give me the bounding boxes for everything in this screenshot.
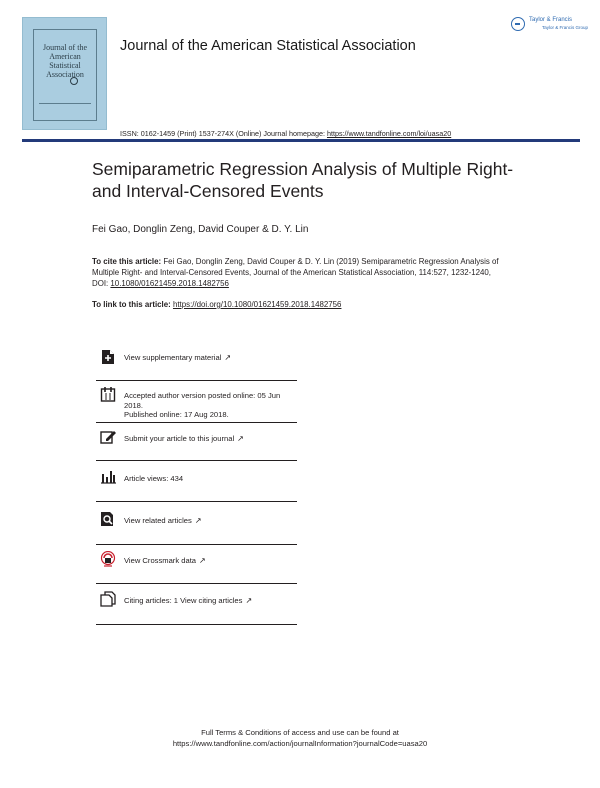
- terms-url[interactable]: https://www.tandfonline.com/action/journalInformation?journalCode=uasa20: [172, 739, 428, 748]
- journal-homepage-link[interactable]: https://www.tandfonline.com/loi/uasa20: [326, 129, 452, 138]
- external-link-icon: ↗: [194, 516, 202, 525]
- article-views-item: [96, 461, 297, 502]
- external-link-icon: ↗: [199, 556, 206, 565]
- edit-icon: [100, 429, 116, 445]
- citations-icon: [100, 591, 116, 607]
- citation-text: Fei Gao, Donglin Zeng, David Couper & D. Y. Lin (2019) Semiparametric Regression Analysis of Multiple Right- and Interval-Censored Events, Journal of the American Statistical Association, 114:527, 1232-1240, DOI:: [92, 257, 499, 288]
- document-plus-icon: [100, 349, 116, 365]
- citation-block: [92, 257, 502, 289]
- bar-chart-icon: [100, 468, 116, 484]
- crossmark-item[interactable]: [96, 545, 297, 584]
- article-doi-link[interactable]: https://doi.org/10.1080/01621459.2018.1482756: [172, 300, 342, 309]
- article-link-line: [92, 300, 341, 309]
- related-articles-label[interactable]: View related articles: [124, 516, 192, 525]
- calendar-icon: [100, 386, 116, 402]
- cover-title: Journal of the American Statistical Association: [43, 43, 87, 79]
- publisher-subname: Taylor & Francis Group: [542, 25, 589, 30]
- header-divider: [22, 139, 580, 142]
- publisher-logo-icon: [511, 17, 525, 31]
- citing-articles-item[interactable]: [96, 584, 297, 625]
- search-document-icon: [100, 511, 116, 527]
- citation-doi-link[interactable]: 10.1080/01621459.2018.1482756: [110, 278, 229, 288]
- publisher-logo: [511, 16, 589, 36]
- issn-line: [120, 129, 451, 138]
- related-articles-item[interactable]: [96, 502, 297, 545]
- article-title: Semiparametric Regression Analysis of Multiple Right- and Interval-Censored Events: [92, 159, 514, 201]
- external-link-icon: ↗: [224, 353, 232, 362]
- cover-emblem-icon: [70, 77, 78, 85]
- article-link-label: To link to this article:: [92, 300, 173, 309]
- citation-label: To cite this article:: [92, 257, 162, 266]
- terms-text: Full Terms & Conditions of access and use can be found at: [201, 728, 399, 737]
- accepted-date: Accepted author version posted online: 05 Jun 2018.: [124, 391, 281, 410]
- journal-title: Journal of the American Statistical Association: [120, 38, 416, 54]
- publication-dates-item: [96, 381, 297, 423]
- submit-article-item[interactable]: [96, 423, 297, 461]
- article-authors: Fei Gao, Donglin Zeng, David Couper & D. Y. Lin: [92, 224, 309, 235]
- journal-cover-image: [22, 17, 107, 130]
- issn-text: ISSN: 0162-1459 (Print) 1537-274X (Online) Journal homepage:: [120, 129, 327, 138]
- crossmark-label[interactable]: View Crossmark data: [124, 556, 197, 565]
- supplementary-item[interactable]: [96, 341, 297, 381]
- external-link-icon: ↗: [237, 434, 244, 443]
- publisher-name: Taylor & Francis: [529, 17, 573, 23]
- supplementary-label[interactable]: View supplementary material: [124, 353, 222, 362]
- external-link-icon: ↗: [245, 596, 253, 605]
- article-views-label: Article views: 434: [124, 474, 184, 483]
- crossmark-icon: [100, 551, 116, 567]
- cover-rule: [39, 103, 91, 104]
- submit-article-label[interactable]: Submit your article to this journal: [124, 434, 235, 443]
- cover-frame: [33, 29, 97, 121]
- citing-articles-label[interactable]: Citing articles: 1 View citing articles: [124, 596, 243, 605]
- published-date: Published online: 17 Aug 2018.: [124, 410, 229, 420]
- footer: [0, 727, 600, 749]
